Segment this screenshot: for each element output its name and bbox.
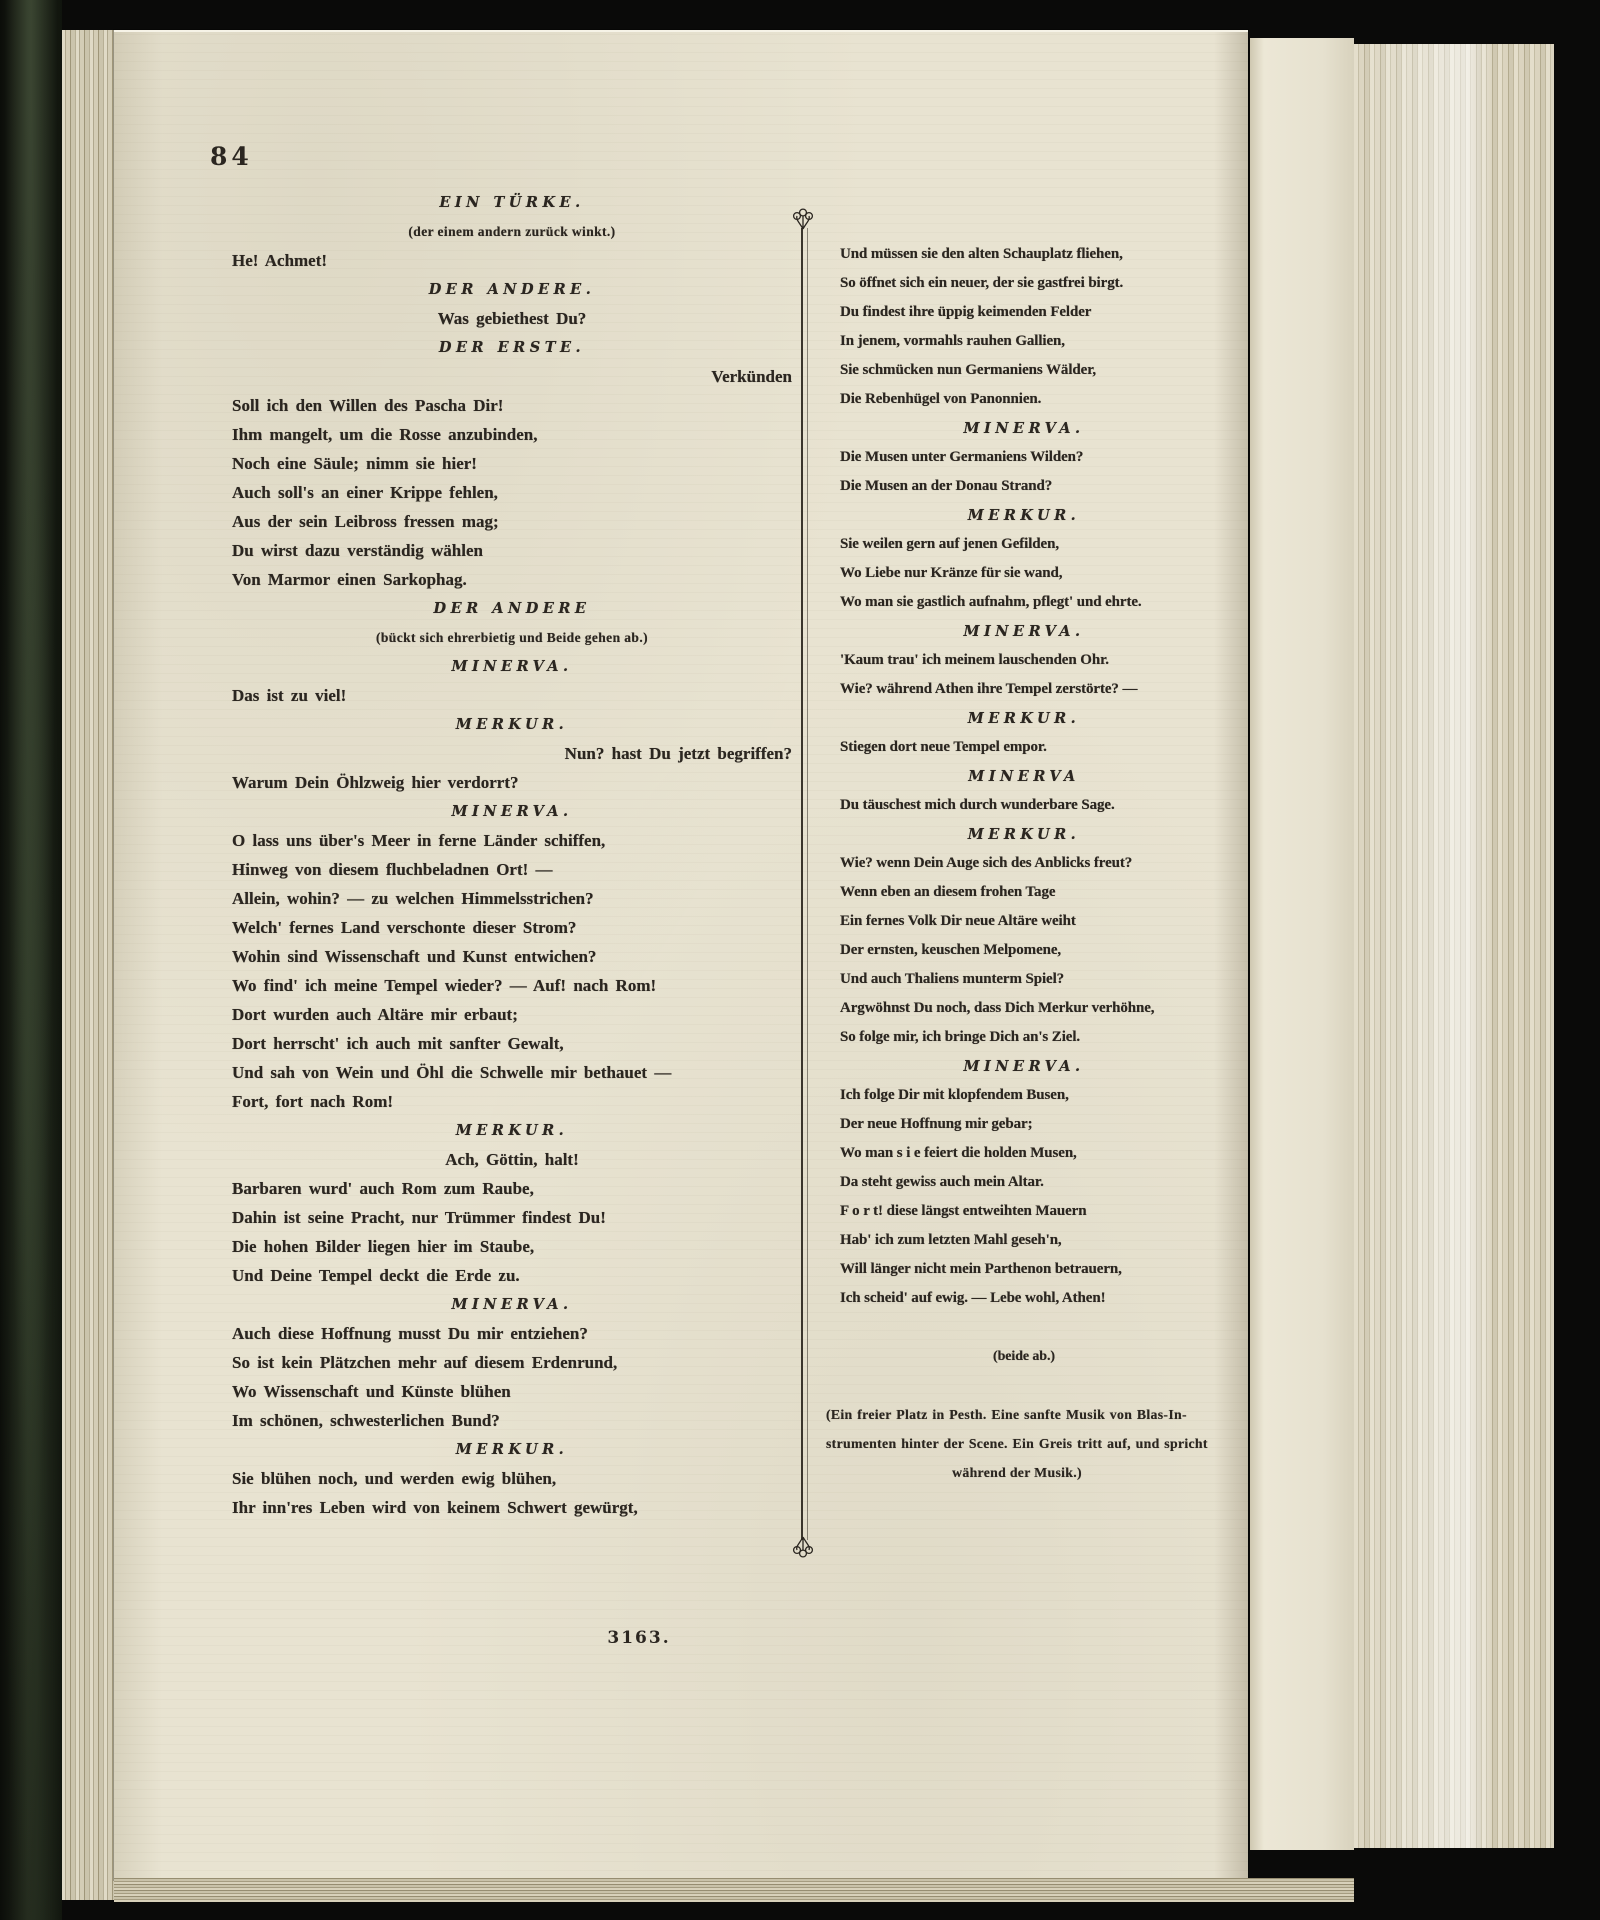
speaker-name: MINERVA. — [963, 420, 1085, 437]
verse-line: Auch soll's an einer Krippe fehlen, — [232, 483, 498, 502]
next-page-edge — [1250, 38, 1354, 1850]
verse-line: Hab' ich zum letzten Mahl geseh'n, — [840, 1232, 1062, 1248]
verse-line: Wenn eben an diesem frohen Tage — [840, 884, 1056, 900]
verse-line: Wo Wissenschaft und Künste blühen — [232, 1382, 511, 1401]
page-number: 84 — [210, 142, 253, 171]
speaker-name: DER ANDERE. — [428, 281, 596, 298]
verse-line: Warum Dein Öhlzweig hier verdorrt? — [232, 773, 519, 792]
plate-number: 3163. — [607, 1628, 671, 1648]
column-divider-rule — [801, 228, 808, 1540]
verse-line: 'Kaum trau' ich meinem lauschenden Ohr. — [840, 652, 1109, 668]
speaker-name: MERKUR. — [967, 710, 1081, 727]
verse-line: Welch' fernes Land verschonte dieser Strom? — [232, 918, 577, 937]
verse-line: Das ist zu viel! — [232, 686, 347, 705]
verse-line: He! Achmet! — [232, 251, 328, 270]
stage-direction: während der Musik.) — [952, 1465, 1082, 1480]
verse-line: Ach, Göttin, halt! — [445, 1150, 579, 1169]
speaker-name: MERKUR. — [455, 1122, 569, 1139]
verse-line: Der ernsten, keuschen Melpomene, — [840, 942, 1062, 958]
verse-line: Ich folge Dir mit klopfendem Busen, — [840, 1087, 1069, 1103]
book-spine — [0, 0, 62, 1920]
verse-line: Wo find' ich meine Tempel wieder? — Auf! nach Rom! — [232, 976, 657, 995]
verse-line: Soll ich den Willen des Pascha Dir! — [232, 396, 504, 415]
speaker-name: DER ANDERE — [433, 600, 591, 617]
verse-line: Stiegen dort neue Tempel empor. — [840, 739, 1047, 755]
divider-trefoil-ornament-bottom — [787, 1536, 819, 1558]
speaker-name: MERKUR. — [455, 716, 569, 733]
left-column — [232, 188, 792, 1522]
verse-line: So folge mir, ich bringe Dich an's Ziel. — [840, 1029, 1081, 1045]
verse-line: Du findest ihre üppig keimenden Felder — [840, 304, 1092, 320]
verse-line: Wo Liebe nur Kränze für sie wand, — [840, 565, 1063, 581]
stage-direction: (Ein freier Platz in Pesth. Eine sanfte Musik von Blas-In- — [826, 1407, 1187, 1422]
left-page-edges — [62, 30, 116, 1900]
verse-line: Der neue Hoffnung mir gebar; — [840, 1116, 1033, 1132]
bottom-page-edges — [114, 1878, 1354, 1902]
verse-line: Im schönen, schwesterlichen Bund? — [232, 1411, 500, 1430]
verse-line: Die hohen Bilder liegen hier im Staube, — [232, 1237, 535, 1256]
speaker-name: MERKUR. — [967, 507, 1081, 524]
verse-line: Wie? wenn Dein Auge sich des Anblicks freut? — [840, 855, 1133, 871]
stage-direction: strumenten hinter der Scene. Ein Greis tritt auf, und spricht — [826, 1436, 1208, 1451]
verse-line: F o r t! diese längst entweihten Mauern — [840, 1203, 1087, 1219]
verse-line: Was gebiethest Du? — [437, 309, 587, 328]
verse-line: Von Marmor einen Sarkophag. — [232, 570, 467, 589]
verse-line: Aus der sein Leibross fressen mag; — [232, 512, 499, 531]
verse-line: Fort, fort nach Rom! — [232, 1092, 394, 1111]
right-page-edges — [1354, 44, 1554, 1848]
verse-line: Dort herrscht' ich auch mit sanfter Gewalt, — [232, 1034, 564, 1053]
verse-line: Ihr inn'res Leben wird von keinem Schwert gewürgt, — [232, 1498, 638, 1517]
book-page — [114, 30, 1248, 1880]
verse-line: Wo man sie gastlich aufnahm, pflegt' und ehrte. — [840, 594, 1142, 610]
verse-line: Wo man s i e feiert die holden Musen, — [840, 1145, 1077, 1161]
verse-line: Und Deine Tempel deckt die Erde zu. — [232, 1266, 520, 1285]
verse-line: So öffnet sich ein neuer, der sie gastfrei birgt. — [840, 275, 1124, 291]
verse-line: Du täuschest mich durch wunderbare Sage. — [840, 797, 1115, 813]
speaker-name: MINERVA. — [451, 803, 573, 820]
verse-line: Die Musen an der Donau Strand? — [840, 478, 1053, 494]
verse-line: Die Musen unter Germaniens Wilden? — [840, 449, 1084, 465]
verse-line: Ihm mangelt, um die Rosse anzubinden, — [232, 425, 538, 444]
verse-line: In jenem, vormahls rauhen Gallien, — [840, 333, 1065, 349]
speaker-name: DER ERSTE. — [438, 339, 586, 356]
verse-line: Allein, wohin? — zu welchen Himmelsstrichen? — [232, 889, 594, 908]
verse-line: Wie? während Athen ihre Tempel zerstörte? — — [840, 681, 1138, 697]
verse-line: Hinweg von diesem fluchbeladnen Ort! — — [232, 860, 553, 879]
speaker-name: MINERVA. — [451, 1296, 573, 1313]
verse-line: Nun? hast Du jetzt begriffen? — [564, 744, 792, 763]
speaker-name: MINERVA. — [963, 623, 1085, 640]
verse-line: Ich scheid' auf ewig. — Lebe wohl, Athen! — [840, 1290, 1106, 1306]
speaker-name: MERKUR. — [967, 826, 1081, 843]
verse-line: Da steht gewiss auch mein Altar. — [840, 1174, 1044, 1190]
verse-line: Und sah von Wein und Öhl die Schwelle mir bethauet — — [232, 1063, 672, 1082]
speaker-name: MERKUR. — [455, 1441, 569, 1458]
verse-line: Wohin sind Wissenschaft und Kunst entwichen? — [232, 947, 597, 966]
right-column — [826, 240, 1208, 1487]
verse-line: Verkünden — [711, 367, 792, 386]
verse-line: Du wirst dazu verständig wählen — [232, 541, 483, 560]
verse-line: Dahin ist seine Pracht, nur Trümmer findest Du! — [232, 1208, 606, 1227]
verse-line: Die Rebenhügel von Panonnien. — [840, 391, 1042, 407]
stage-direction: (der einem andern zurück winkt.) — [408, 224, 616, 239]
verse-line: Argwöhnst Du noch, dass Dich Merkur verhöhne, — [840, 1000, 1155, 1016]
speaker-name: EIN TÜRKE. — [439, 194, 585, 211]
verse-line: Sie schmücken nun Germaniens Wälder, — [840, 362, 1097, 378]
divider-trefoil-ornament-top — [787, 208, 819, 230]
verse-line: Sie weilen gern auf jenen Gefilden, — [840, 536, 1059, 552]
speaker-name: MINERVA. — [451, 658, 573, 675]
verse-line: Dort wurden auch Altäre mir erbaut; — [232, 1005, 518, 1024]
verse-line: O lass uns über's Meer in ferne Länder schiffen, — [232, 831, 606, 850]
verse-line: Barbaren wurd' auch Rom zum Raube, — [232, 1179, 534, 1198]
stage-direction: (bückt sich ehrerbietig und Beide gehen ab.) — [376, 630, 648, 645]
speaker-name: MINERVA. — [963, 1058, 1085, 1075]
verse-line: Sie blühen noch, und werden ewig blühen, — [232, 1469, 557, 1488]
verse-line: Und auch Thaliens munterm Spiel? — [840, 971, 1065, 987]
verse-line: Noch eine Säule; nimm sie hier! — [232, 454, 477, 473]
speaker-name: MINERVA — [968, 768, 1080, 785]
verse-line: So ist kein Plätzchen mehr auf diesem Erdenrund, — [232, 1353, 618, 1372]
verse-line: Will länger nicht mein Parthenon betrauern, — [840, 1261, 1122, 1277]
verse-line: Und müssen sie den alten Schauplatz fliehen, — [840, 246, 1123, 262]
stage-direction: (beide ab.) — [993, 1349, 1055, 1364]
verse-line: Ein fernes Volk Dir neue Altäre weiht — [840, 913, 1076, 929]
verse-line: Auch diese Hoffnung musst Du mir entziehen? — [232, 1324, 588, 1343]
